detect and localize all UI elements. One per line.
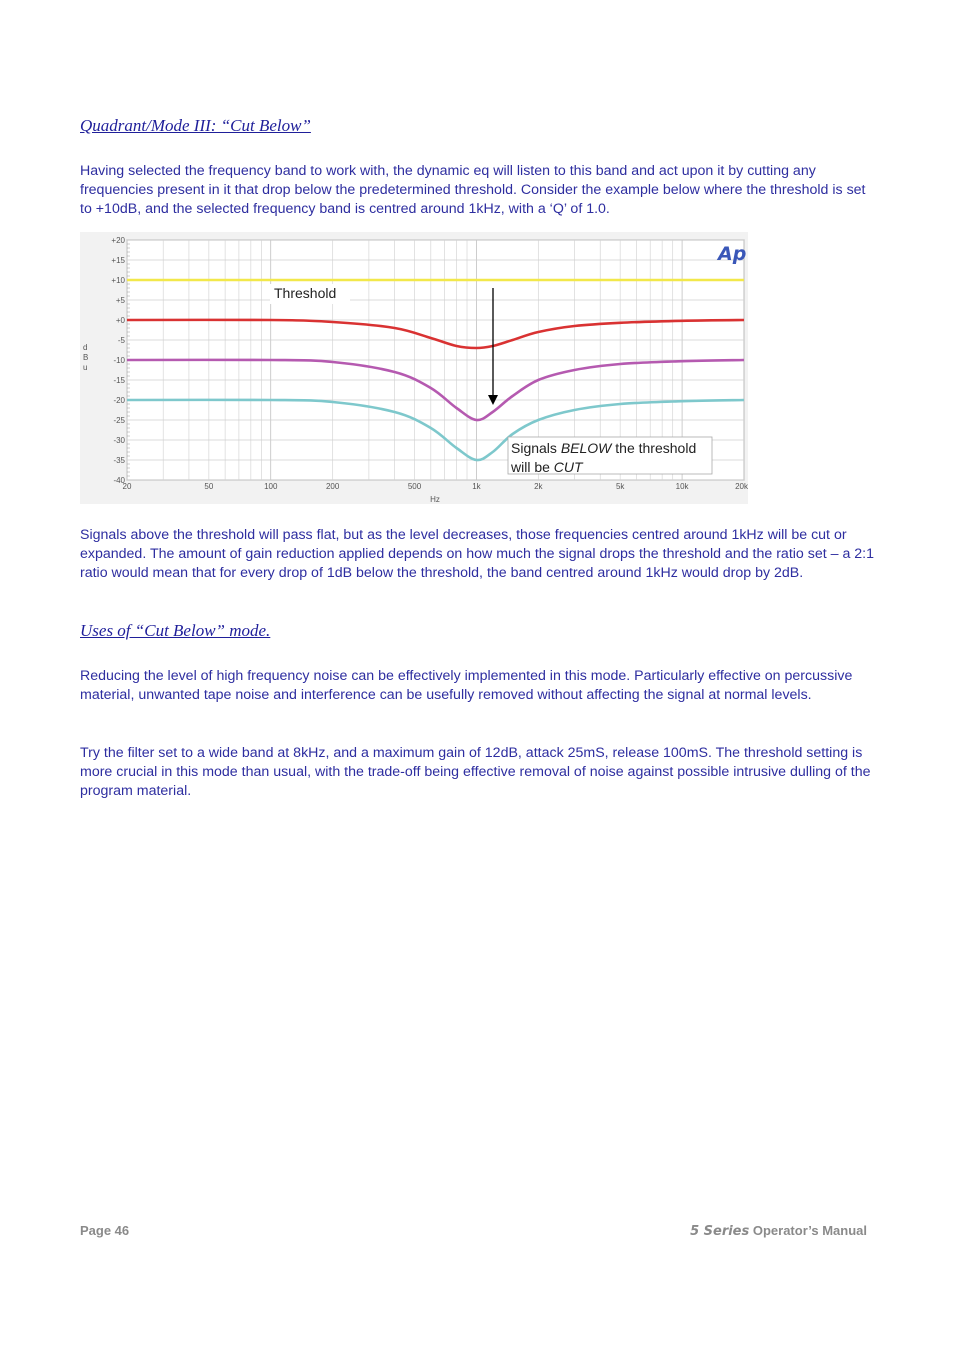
x-tick-label: 2k [534,482,543,491]
y-axis-label-letter: u [83,363,88,372]
series-logo: 5 Series [690,1224,750,1239]
y-tick-label: +20 [111,236,125,245]
below-threshold-label-line1: Signals BELOW the threshold [511,440,697,456]
x-tick-label: 50 [204,482,214,491]
x-tick-label: 1k [472,482,481,491]
below-threshold-label-line2: will be CUT [511,459,583,475]
ap-logo: Ap [718,243,747,265]
x-tick-label: 200 [325,482,340,491]
x-tick-label: 5k [615,482,625,491]
x-axis-label: Hz [430,495,440,504]
y-tick-label: +0 [115,316,125,325]
y-tick-label: +15 [111,256,125,265]
threshold-label: Threshold [274,285,337,301]
x-tick-label: 500 [407,482,422,491]
uses-paragraph: Reducing the level of high frequency noise can be effectively implemented in this mode. Particularly effective on percussive material, unwanted tape noise and interference can be usefully removed without affecting the signal at normal levels. [80,668,853,703]
y-tick-label: -25 [113,416,125,425]
threshold-explanation-paragraph: Signals above the threshold will pass flat, but as the level decreases, those frequencies centred around 1kHz will be cut or expanded. The amount of gain reduction applied depends on how much the signal drops the threshold and the ratio set – a 2:1 ratio would mean that for every drop of 1dB below the threshold, the band centred around 1kHz would drop by 2dB. [80,527,875,581]
y-tick-label: +5 [115,296,125,305]
y-tick-label: -15 [113,376,125,385]
y-axis-label-letter: d [83,343,88,352]
section-heading-uses: Uses of “Cut Below” mode. [80,621,271,640]
intro-paragraph: Having selected the frequency band to work with, the dynamic eq will listen to this band and act upon it by cutting any frequencies present in it that drop below the predetermined threshold. Consider the example below where the threshold is set to +10dB, and the selected frequency band is centred around 1kHz, with a ‘Q’ of 1.0. [80,163,866,217]
filter-settings-paragraph: Try the filter set to a wide band at 8kHz, and a maximum gain of 12dB, attack 25mS, release 100mS. The threshold setting is more crucial in this mode than usual, with the trade-off being effective removal of noise against possible intrusive dulling of the program material. [80,745,871,799]
y-tick-label: +10 [111,276,125,285]
y-tick-label: -35 [113,456,125,465]
y-tick-label: -40 [113,476,125,485]
y-tick-label: -10 [113,356,125,365]
y-tick-label: -30 [113,436,125,445]
page-number: Page 46 [80,1223,130,1238]
manual-title: 5 Series Operator’s Manual [690,1223,867,1239]
y-tick-label: -20 [113,396,125,405]
x-tick-label: 100 [264,482,278,491]
section-heading-cut-below: Quadrant/Mode III: “Cut Below” [80,116,311,135]
x-tick-label: 20k [735,482,748,491]
frequency-response-chart [80,232,748,504]
y-axis-label-letter: B [83,353,89,362]
x-tick-label: 20 [122,482,132,491]
x-tick-label: 10k [675,482,689,491]
y-tick-label: -5 [117,336,125,345]
